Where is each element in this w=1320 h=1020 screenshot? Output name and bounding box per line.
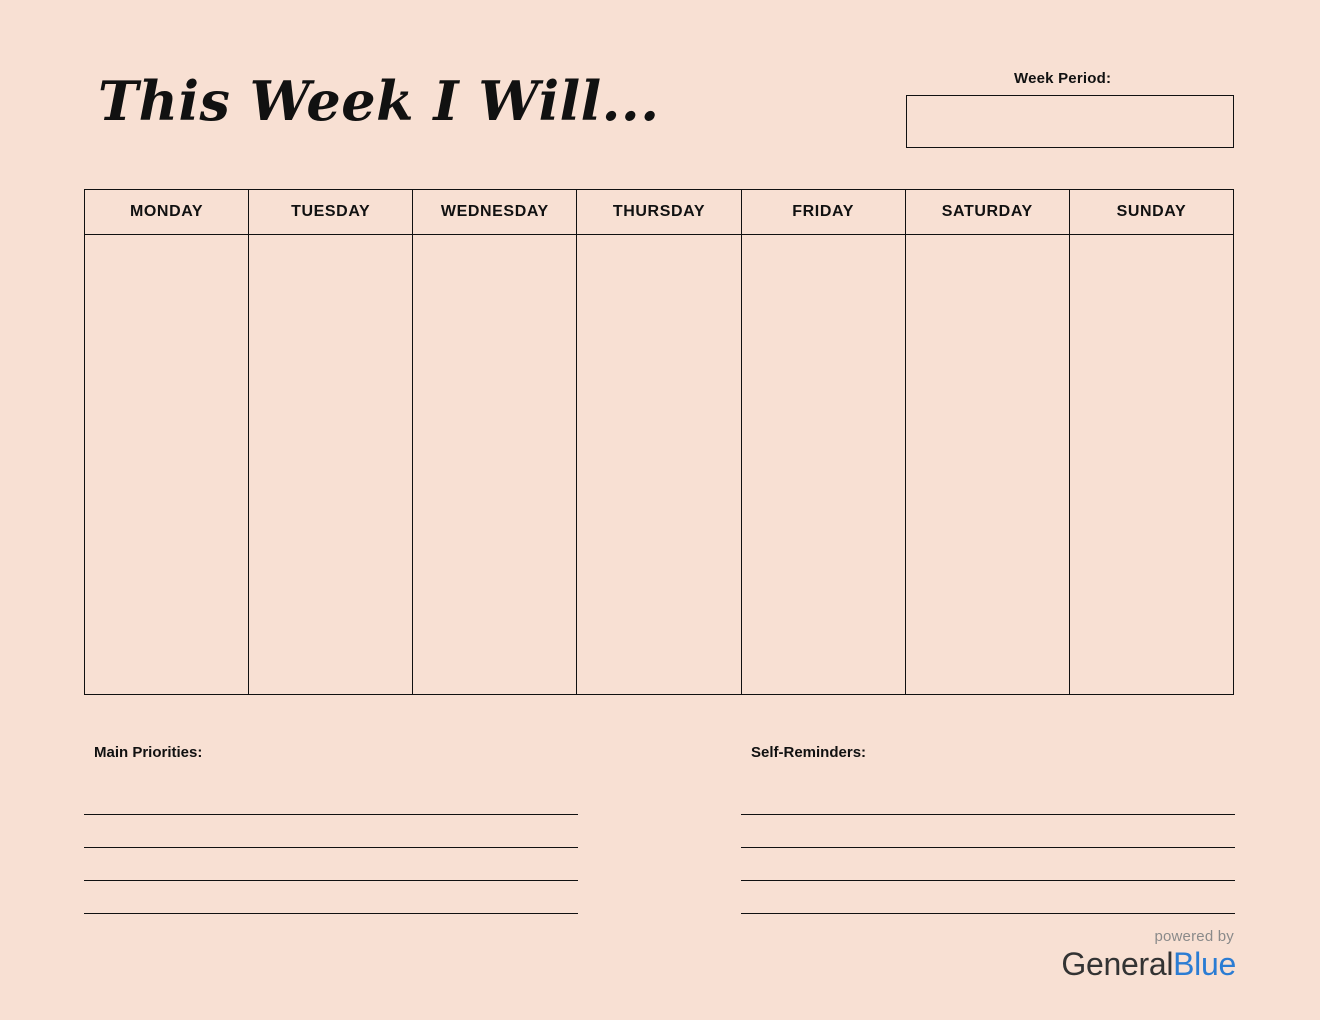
day-header-saturday: SATURDAY <box>905 190 1069 235</box>
day-cell-tuesday[interactable] <box>249 235 413 695</box>
calendar-entry-row <box>85 235 1234 695</box>
day-cell-sunday[interactable] <box>1069 235 1233 695</box>
general-blue-logo <box>1061 929 1236 980</box>
self-reminders-line-3[interactable] <box>741 848 1235 881</box>
day-cell-saturday[interactable] <box>905 235 1069 695</box>
page-title: This Week I Will... <box>98 69 660 133</box>
day-header-monday: MONDAY <box>85 190 249 235</box>
powered-by-text: powered by <box>1154 928 1234 945</box>
self-reminders-line-4[interactable] <box>741 881 1235 914</box>
day-cell-wednesday[interactable] <box>413 235 577 695</box>
day-header-tuesday: TUESDAY <box>249 190 413 235</box>
day-header-sunday: SUNDAY <box>1069 190 1233 235</box>
main-priorities-line-2[interactable] <box>84 815 578 848</box>
brand-name-blue: Blue <box>1173 946 1236 982</box>
day-cell-thursday[interactable] <box>577 235 741 695</box>
main-priorities-line-3[interactable] <box>84 848 578 881</box>
week-period-input[interactable] <box>906 95 1234 148</box>
brand-name <box>1061 948 1236 980</box>
day-header-friday: FRIDAY <box>741 190 905 235</box>
self-reminders-label: Self-Reminders: <box>751 744 867 761</box>
day-header-thursday: THURSDAY <box>577 190 741 235</box>
main-priorities-line-1[interactable] <box>84 782 578 815</box>
day-cell-friday[interactable] <box>741 235 905 695</box>
day-header-wednesday: WEDNESDAY <box>413 190 577 235</box>
calendar-header-row <box>85 190 1234 235</box>
self-reminders-line-1[interactable] <box>741 782 1235 815</box>
weekly-calendar-table <box>84 189 1234 695</box>
main-priorities-line-4[interactable] <box>84 881 578 914</box>
week-period-label: Week Period: <box>1014 70 1112 87</box>
day-cell-monday[interactable] <box>85 235 249 695</box>
main-priorities-lines <box>84 782 578 914</box>
brand-name-general: General <box>1061 946 1174 982</box>
self-reminders-lines <box>741 782 1235 914</box>
self-reminders-line-2[interactable] <box>741 815 1235 848</box>
main-priorities-label: Main Priorities: <box>94 744 203 761</box>
